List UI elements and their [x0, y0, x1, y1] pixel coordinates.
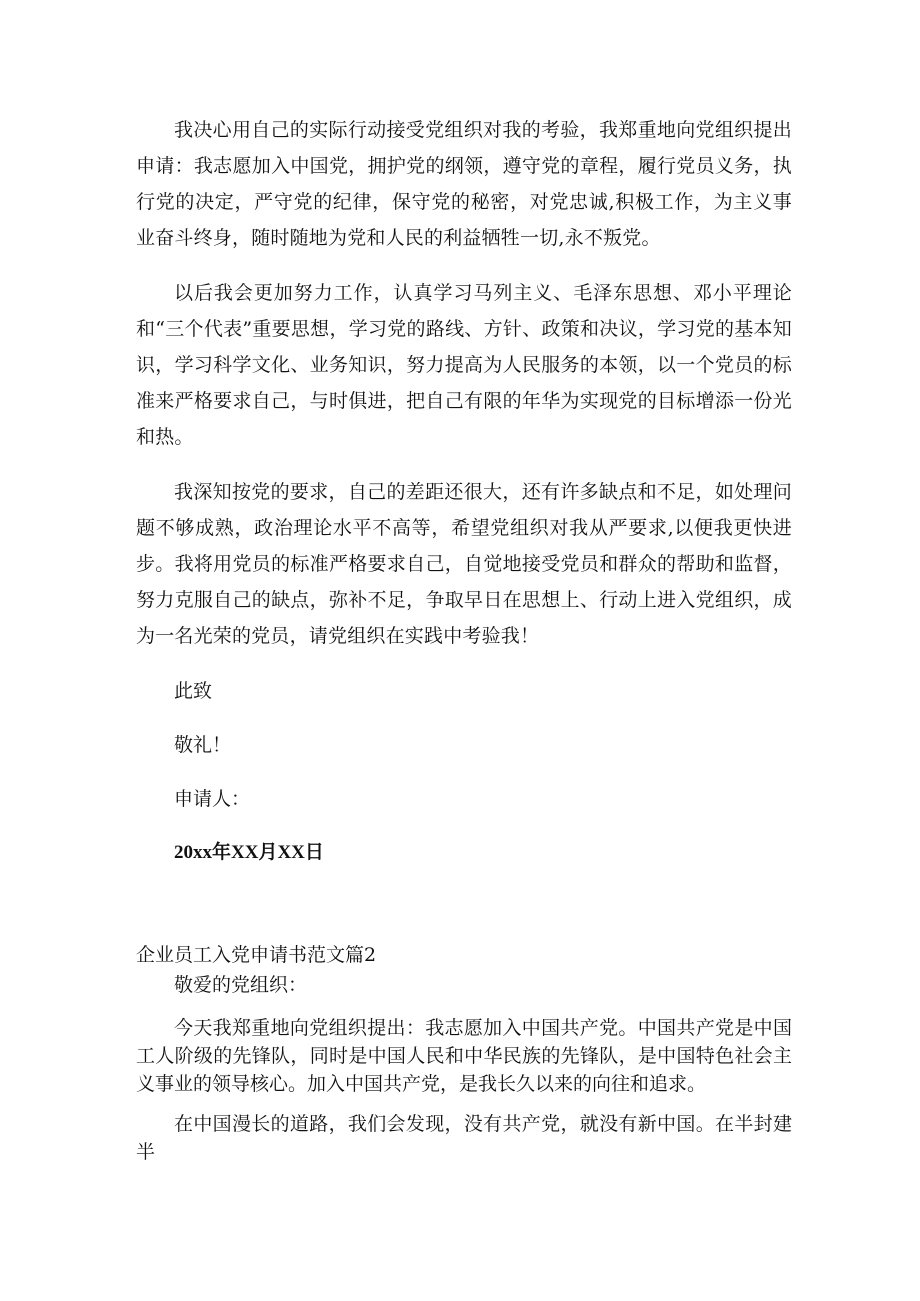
- letter-paragraph-1: 我决心用自己的实际行动接受党组织对我的考验，我郑重地向党组织提出申请：我志愿加入中国党，拥护党的纲领，遵守党的章程，履行党员义务，执行党的决定，严守党的纪律，保守党的秘密，对党忠诚,积极工作，为主义事业奋斗终身，随时随地为党和人民的利益牺牲一切,永不叛党。: [136, 119, 792, 249]
- section-paragraph-1: 今天我郑重地向党组织提出：我志愿加入中国共产党。中国共产党是中国工人阶级的先锋队，同时是中国人民和中华民族的先锋队，是中国特色社会主义事业的领导核心。加入中国共产党，是我长久以来的向往和追求。: [136, 1017, 792, 1095]
- letter-paragraph-2: 以后我会更加努力工作，认真学习马列主义、毛泽东思想、邓小平理论和“三个代表”重要思想，学习党的路线、方针、政策和决议，学习党的基本知识，学习科学文化、业务知识，努力提高为人民服务的本领，以一个党员的标准来严格要求自己，与时俱进，把自己有限的年华为实现党的目标增添一份光和热。: [136, 282, 792, 448]
- letter-part-one: [136, 112, 792, 871]
- closing-regards: 敬礼！: [174, 734, 232, 756]
- section-paragraph-2: 在中国漫长的道路，我们会发现，没有共产党，就没有新中国。在半封建半: [136, 1113, 792, 1163]
- letter-date: 20xx年XX月XX日: [174, 842, 324, 863]
- closing-salutation: 此致: [174, 680, 213, 702]
- letter-part-two: [136, 940, 792, 1178]
- section-greeting: 敬爱的党组织：: [174, 974, 308, 996]
- letter-paragraph-3: 我深知按党的要求，自己的差距还很大，还有许多缺点和不足，如处理问题不够成熟，政治理论水平不高等，希望党组织对我从严要求,以便我更快进步。我将用党员的标准严格要求自己，自觉地接受党员和群众的帮助和监督，努力克服自己的缺点，弥补不足，争取早日在思想上、行动上进入党组织，成为一名光荣的党员，请党组织在实践中考验我！: [136, 481, 792, 647]
- section-title: 企业员工入党申请书范文篇2: [136, 944, 377, 966]
- applicant-label: 申请人：: [174, 788, 251, 810]
